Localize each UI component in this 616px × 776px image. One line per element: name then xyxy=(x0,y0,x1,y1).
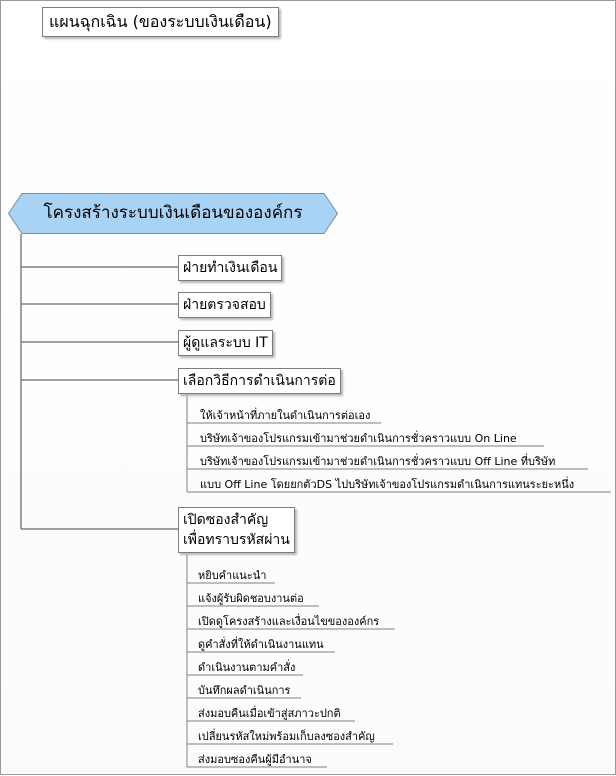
leaf-item[interactable]: ดูคำสั่งที่ให้ดำเนินงานแทน xyxy=(198,638,324,651)
leaf-item[interactable]: เปิดดูโครงสร้างและเงื่อนไขขององค์กร xyxy=(198,615,380,628)
branch-node-label: ฝ่ายตรวจสอบ xyxy=(183,297,266,313)
leaf-item[interactable]: ส่งมอบคืนเมื่อเข้าสู่สภาวะปกติ xyxy=(198,707,341,720)
branch-node-payroll[interactable] xyxy=(178,255,282,281)
map-title: แผนฉุกเฉิน (ของระบบเงินเดือน) xyxy=(42,7,279,37)
leaf-item[interactable]: หยิบคำแนะนำ xyxy=(198,569,267,582)
branch-node-open-envelope[interactable] xyxy=(178,507,295,553)
root-node[interactable] xyxy=(8,193,338,234)
branch-node-label: เลือกวิธีการดำเนินการต่อ xyxy=(183,373,336,389)
branch-node-label: ฝ่ายทำเงินเดือน xyxy=(183,260,278,276)
leaf-item[interactable]: ดำเนินงานตามคำสั่ง xyxy=(198,661,296,674)
leaf-item[interactable]: บริษัทเจ้าของโปรแกรมเข้ามาช่วยดำเนินการชั่วคราวแบบ On Line xyxy=(200,432,517,445)
branch-node-label-line2: เพื่อทราบรหัสผ่าน xyxy=(183,532,290,548)
leaf-item[interactable]: บริษัทเจ้าของโปรแกรมเข้ามาช่วยดำเนินการชั่วคราวแบบ Off Line ที่บริษัท xyxy=(200,455,556,468)
branch-node-it-admin[interactable] xyxy=(178,330,273,356)
leaf-item[interactable]: ส่งมอบซองคืนผู้มีอำนาจ xyxy=(198,753,312,766)
branch-node-label-line1: เปิดซองสำคัญ xyxy=(183,512,269,528)
leaf-item[interactable]: แบบ Off Line โดยยกตัวDS ไปบริษัทเจ้าของโปรแกรมดำเนินการแทนระยะหนึ่ง xyxy=(200,478,575,491)
branch-node-label: ผู้ดูแลระบบ IT xyxy=(183,335,268,351)
leaf-item[interactable]: แจ้งผู้รับผิดชอบงานต่อ xyxy=(198,592,304,605)
branch-node-audit[interactable] xyxy=(178,292,271,318)
leaf-item[interactable]: เปลี่ยนรหัสใหม่พร้อมเก็บลงซองสำคัญ xyxy=(198,730,375,743)
leaf-item[interactable]: บันทึกผลดำเนินการ xyxy=(198,684,291,697)
leaf-item[interactable]: ให้เจ้าหน้าที่ภายในดำเนินการต่อเอง xyxy=(200,409,371,422)
root-node-label: โครงสร้างระบบเงินเดือนขององค์กร xyxy=(43,203,303,223)
branch-node-choose-method[interactable] xyxy=(178,368,341,394)
